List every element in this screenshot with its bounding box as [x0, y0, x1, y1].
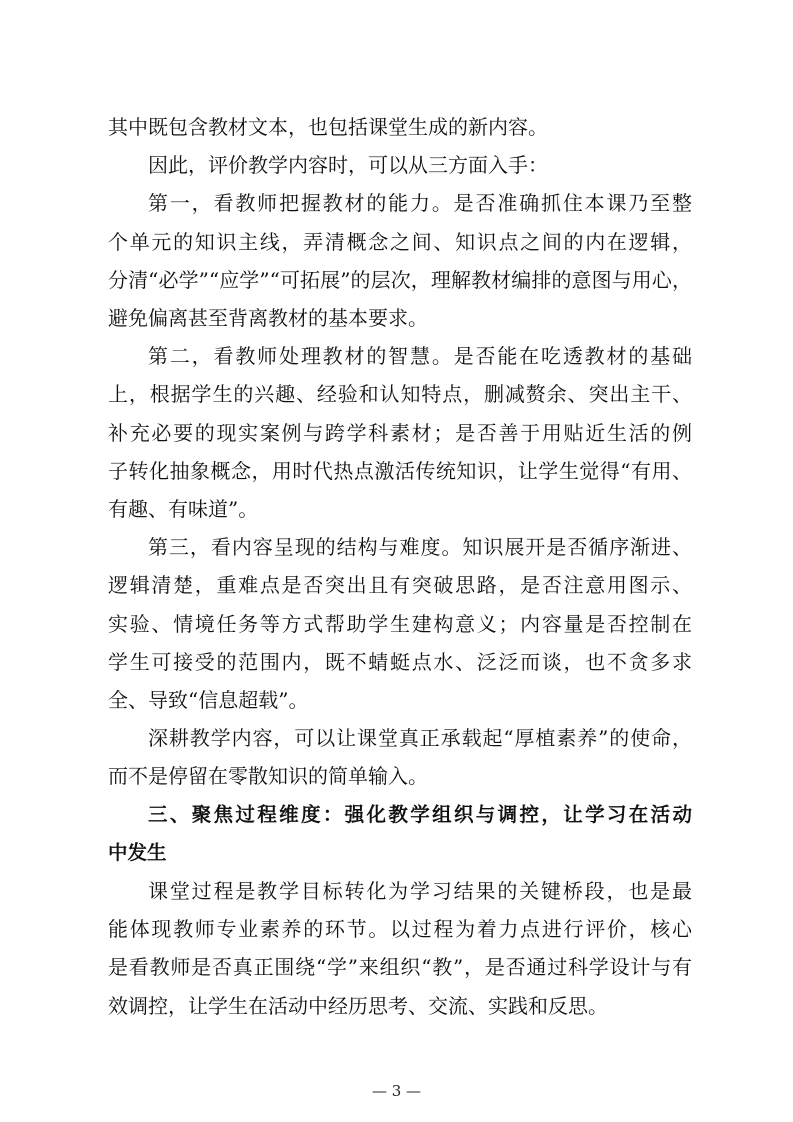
paragraph-line: 有趣、有味道”。 [108, 497, 259, 521]
paragraph-line: 是看教师是否真正围绕“学”来组织“教”，是否通过科学设计与有 [108, 955, 692, 979]
paragraph-line: 全、导致“信息超载”。 [108, 688, 309, 712]
paragraph-line: 上，根据学生的兴趣、经验和认知特点，删减赘余、突出主干、 [108, 382, 692, 406]
paragraph-line: 课堂过程是教学目标转化为学习结果的关键桥段，也是最 [148, 879, 692, 903]
paragraph-line: 第三，看内容呈现的结构与难度。知识展开是否循序渐进、 [148, 535, 692, 559]
paragraph-line: 分清“必学”“应学”“可拓展”的层次，理解教材编排的意图与用心， [108, 268, 692, 292]
paragraph-line: 其中既包含教材文本，也包括课堂生成的新内容。 [108, 115, 548, 139]
paragraph-line: 子转化抽象概念，用时代热点激活传统知识，让学生觉得“有用、 [108, 459, 692, 483]
paragraph-line: 实验、情境任务等方式帮助学生建构意义；内容量是否控制在 [108, 612, 692, 636]
paragraph-line: 因此，评价教学内容时，可以从三方面入手： [148, 153, 548, 177]
paragraph-line: 能体现教师专业素养的环节。以过程为着力点进行评价，核心 [108, 917, 692, 941]
section-heading: 三、聚焦过程维度：强化教学组织与调控，让学习在活动 [148, 803, 692, 826]
paragraph-line: 个单元的知识主线，弄清概念之间、知识点之间的内在逻辑， [108, 230, 692, 254]
paragraph-line: 学生可接受的范围内，既不蜻蜓点水、泛泛而谈，也不贪多求 [108, 650, 692, 674]
paragraph-line: 而不是停留在零散知识的简单输入。 [108, 764, 428, 788]
paragraph-line: 第一，看教师把握教材的能力。是否准确抓住本课乃至整 [148, 191, 692, 215]
paragraph-line: 逻辑清楚，重难点是否突出且有突破思路，是否注意用图示、 [108, 573, 692, 597]
section-heading: 中发生 [108, 841, 167, 864]
paragraph-line: 深耕教学内容，可以让课堂真正承载起“厚植素养”的使命， [148, 726, 692, 750]
paragraph-line: 补充必要的现实案例与跨学科素材；是否善于用贴近生活的例 [108, 421, 692, 445]
paragraph-line: 避免偏离甚至背离教材的基本要求。 [108, 306, 428, 330]
paragraph-line: 第二，看教师处理教材的智慧。是否能在吃透教材的基础 [148, 344, 692, 368]
page-number: — 3 — [371, 1082, 422, 1100]
paragraph-line: 效调控，让学生在活动中经历思考、交流、实践和反思。 [108, 994, 608, 1018]
